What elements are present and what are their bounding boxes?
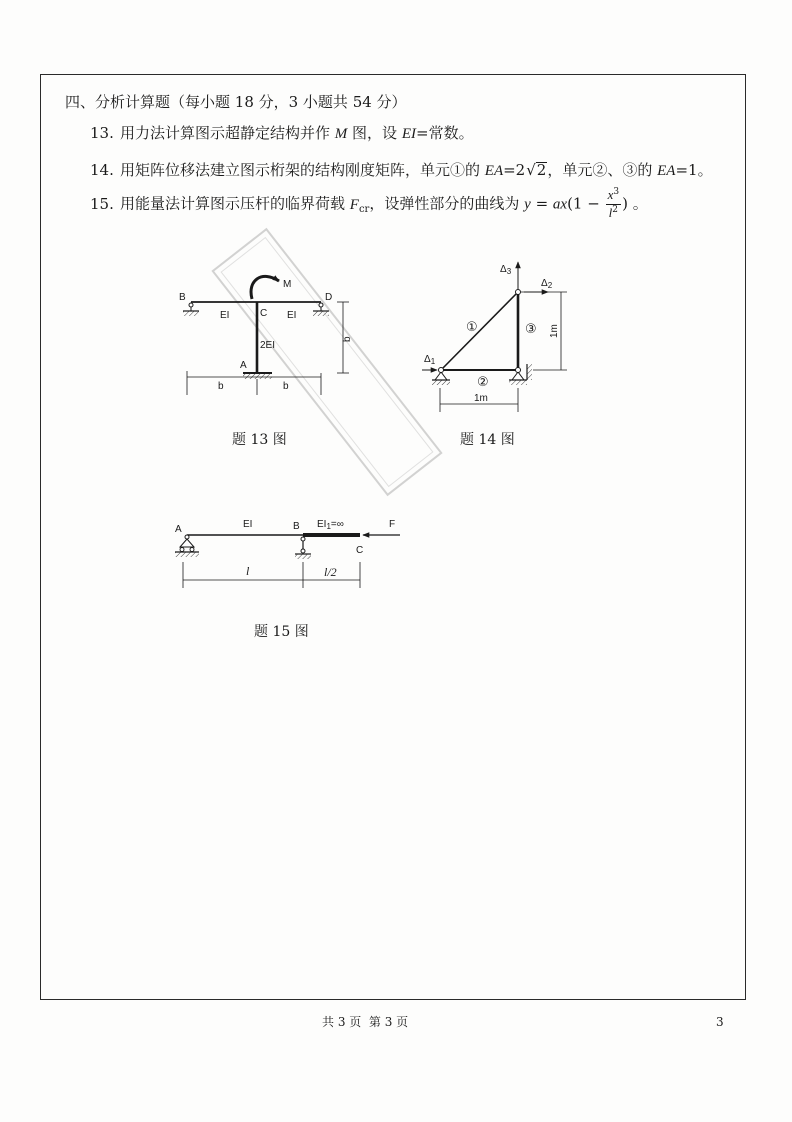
figure-14 xyxy=(422,262,567,412)
question-number: 13. xyxy=(90,124,114,142)
fixed-support-a xyxy=(243,373,272,379)
sqrt-symbol: √ xyxy=(526,161,536,179)
math-ei: EI xyxy=(401,126,416,142)
member-label-1: ① xyxy=(466,320,478,335)
link-top-hinge xyxy=(301,537,305,541)
math-subscript-cr: cr xyxy=(358,203,370,215)
node-label-b: B xyxy=(179,292,186,303)
question-text: 用能量法计算图示压杆的临界荷载 xyxy=(120,194,350,213)
delta-symbol: Δ xyxy=(424,354,431,365)
delta-subscript-3: 3 xyxy=(506,267,512,276)
math-f: F xyxy=(349,196,359,213)
figure-15-caption: 题 15 图 xyxy=(254,624,309,640)
sqrt-argument: 2 xyxy=(536,161,547,179)
ground-hatch-d xyxy=(313,311,329,316)
dim-label-horizontal: 1m xyxy=(474,393,488,404)
question-number: 15. xyxy=(90,194,114,213)
math-ea: EA xyxy=(657,163,676,179)
math-ax: ax xyxy=(552,196,568,213)
hinge-d xyxy=(319,303,323,307)
question-text: =常数。 xyxy=(416,124,474,142)
support-node-2 xyxy=(509,364,532,385)
ground-hatch-a xyxy=(175,552,199,557)
roller-a-left xyxy=(180,548,184,552)
node-label-c: C xyxy=(356,545,364,556)
numerator-exponent: 3 xyxy=(613,187,620,197)
denominator-exponent: 2 xyxy=(612,205,619,215)
page-count-footer: 共 3 页 第 3 页 xyxy=(322,1015,409,1029)
page-number: 3 xyxy=(716,1015,724,1029)
dim-label-l: l xyxy=(246,564,250,578)
dim-label-vertical: 1m xyxy=(549,324,560,338)
figure-13-caption: 题 13 图 xyxy=(232,432,287,448)
figure-15 xyxy=(175,519,400,588)
ground-hatch-1 xyxy=(432,380,450,385)
denominator-l: l xyxy=(608,205,613,220)
support-node-1 xyxy=(432,372,450,385)
node-label-b: B xyxy=(293,521,300,532)
section-heading-text: 四、分析计算题（每小题 18 分，3 小题共 54 分） xyxy=(65,93,407,111)
member-label-3: ③ xyxy=(525,322,537,337)
watermark-inner-border xyxy=(221,238,433,487)
stiffness-label-ab: EI xyxy=(243,519,253,530)
roller-a-right xyxy=(190,548,194,552)
math-text: =2 xyxy=(503,161,526,179)
displacement-label-2 xyxy=(541,278,553,290)
node-label-c: C xyxy=(260,308,268,319)
question-text: 。 xyxy=(627,194,648,213)
pin-support-b xyxy=(183,303,199,316)
question-text: 用矩阵位移法建立图示桁架的结构刚度矩阵，单元①的 xyxy=(120,161,485,179)
node-label-a: A xyxy=(240,360,247,371)
delta-subscript-2: 2 xyxy=(547,281,553,290)
figure-13 xyxy=(179,276,353,395)
force-label-f: F xyxy=(389,519,396,530)
dim-label-l-half: l/2 xyxy=(324,565,337,579)
stiffness-infinity: =∞ xyxy=(330,519,344,530)
stiffness-subscript-1: 1 xyxy=(326,522,331,531)
displacement-label-1 xyxy=(424,354,436,366)
numerator-x: x xyxy=(607,187,614,202)
node-2 xyxy=(516,368,521,373)
delta-symbol: Δ xyxy=(541,278,548,289)
question-text: 用力法计算图示超静定结构并作 xyxy=(120,124,335,142)
node-3 xyxy=(516,290,521,295)
moment-label-m: M xyxy=(283,279,292,290)
ground-hatch-a xyxy=(243,373,272,379)
ground-hatch-2 xyxy=(509,380,527,385)
node-1 xyxy=(439,368,444,373)
dim-label-b-left: b xyxy=(218,381,224,392)
watermark-stamp xyxy=(213,229,441,495)
stiffness-label-bc xyxy=(317,519,344,531)
stiffness-label-ca: 2EI xyxy=(260,340,276,351)
support-triangle-a xyxy=(180,539,194,547)
math-m: M xyxy=(334,126,348,142)
math-ea: EA xyxy=(484,163,504,179)
link-bottom-hinge xyxy=(301,549,305,553)
watermark-outer-border xyxy=(213,229,441,495)
question-text: ，设弹性部分的曲线为 xyxy=(369,194,525,213)
delta-subscript-1: 1 xyxy=(430,357,436,366)
math-close-paren: ) xyxy=(622,194,628,213)
member-label-2: ② xyxy=(477,375,489,390)
math-y: y xyxy=(524,196,531,213)
math-open-paren: (1 − xyxy=(567,194,605,213)
question-text: =1。 xyxy=(675,161,713,179)
question-text: 图，设 xyxy=(347,124,402,142)
displacement-label-3 xyxy=(500,264,512,276)
ground-hatch-b xyxy=(295,554,311,559)
stiffness-ei1: EI xyxy=(317,519,327,530)
question-number: 14. xyxy=(90,161,114,179)
dim-label-b-right: b xyxy=(283,381,289,392)
math-equals: = xyxy=(530,194,553,213)
pin-support-a xyxy=(175,535,199,557)
stiffness-label-bc: EI xyxy=(220,310,230,321)
delta-symbol: Δ xyxy=(500,264,507,275)
support-triangle-1 xyxy=(435,372,447,380)
dim-label-b-vertical: b xyxy=(342,336,353,342)
moment-m-arrow xyxy=(251,276,279,299)
member-1-diagonal xyxy=(441,292,518,370)
ground-hatch-b xyxy=(183,311,199,316)
hinge-b xyxy=(189,303,193,307)
question-text: ，单元②、③的 xyxy=(547,161,658,179)
support-triangle-2 xyxy=(512,372,524,380)
wall-hatch-2 xyxy=(527,364,532,380)
figure-14-caption: 题 14 图 xyxy=(460,432,515,448)
node-label-a: A xyxy=(175,524,182,535)
stiffness-label-cd: EI xyxy=(287,310,297,321)
node-label-d: D xyxy=(325,292,333,303)
link-support-b xyxy=(295,537,311,559)
